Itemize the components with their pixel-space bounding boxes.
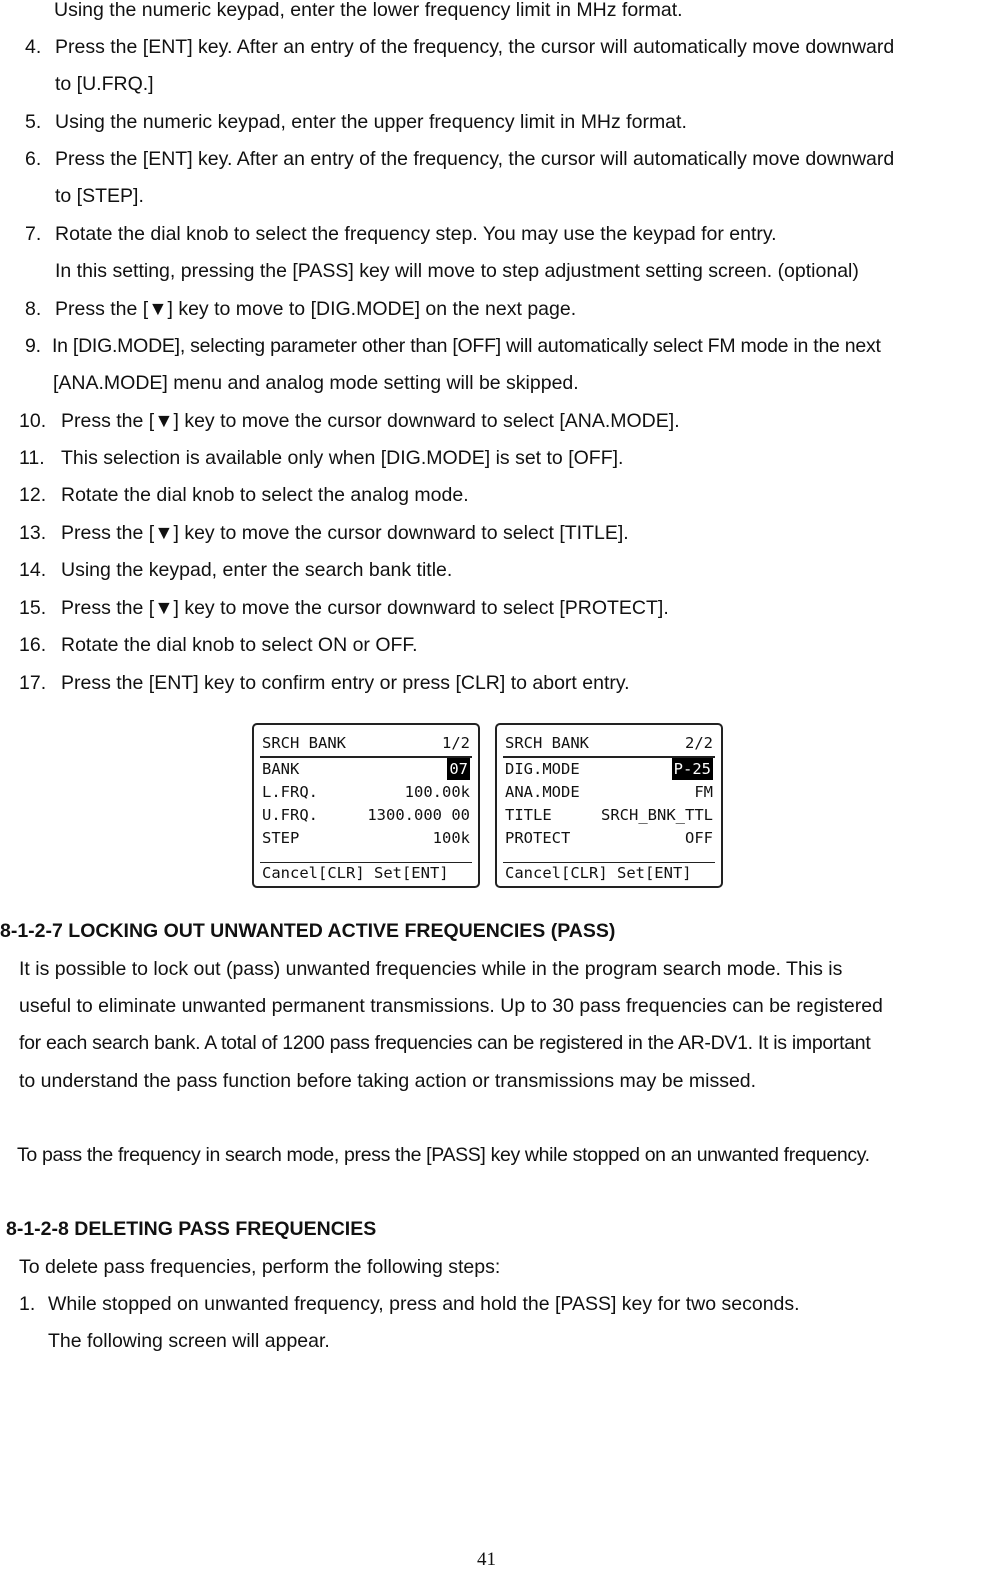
step-line: 5. Using the numeric keypad, enter the upper frequency limit in MHz format. bbox=[25, 111, 687, 133]
lcd-row: STEP 100k bbox=[262, 829, 470, 847]
lcd-row: U.FRQ. 1300.000 00 bbox=[262, 806, 470, 824]
section-heading-pass: 8-1-2-7 LOCKING OUT UNWANTED ACTIVE FREQUENCIES (PASS) bbox=[0, 920, 616, 942]
step-line: 12. Rotate the dial knob to select the analog mode. bbox=[19, 484, 469, 506]
lcd-row: TITLE SRCH_BNK_TTL bbox=[505, 806, 713, 824]
lcd-screen-page-1 bbox=[252, 723, 480, 888]
lcd-row: PROTECT OFF bbox=[505, 829, 713, 847]
step-line: to [STEP]. bbox=[55, 185, 144, 207]
lcd-selected-value: 07 bbox=[449, 760, 468, 778]
paragraph-line: To delete pass frequencies, perform the following steps: bbox=[19, 1256, 501, 1278]
lcd-footer: Cancel[CLR] Set[ENT] bbox=[505, 864, 692, 882]
lcd-title: SRCH BANK bbox=[505, 734, 589, 752]
lcd-footer: Cancel[CLR] Set[ENT] bbox=[262, 864, 449, 882]
step-line: In this setting, pressing the [PASS] key will move to step adjustment setting screen. (optional) bbox=[55, 260, 859, 282]
paragraph-line: for each search bank. A total of 1200 pass frequencies can be registered in the AR-DV1. It is important bbox=[19, 1032, 871, 1054]
lcd-screen-page-2 bbox=[495, 723, 723, 888]
step-line: 16. Rotate the dial knob to select ON or OFF. bbox=[19, 634, 418, 656]
step-line: 15. Press the [▼] key to move the cursor downward to select [PROTECT]. bbox=[19, 597, 669, 619]
step-line: [ANA.MODE] menu and analog mode setting will be skipped. bbox=[53, 372, 579, 394]
paragraph-line: It is possible to lock out (pass) unwanted frequencies while in the program search mode. This is bbox=[19, 958, 843, 980]
step-line: 7. Rotate the dial knob to select the frequency step. You may use the keypad for entry. bbox=[25, 223, 777, 245]
pass-note: To pass the frequency in search mode, press the [PASS] key while stopped on an unwanted frequency. bbox=[17, 1144, 870, 1166]
page-number: 41 bbox=[477, 1549, 496, 1570]
step-line: 8. Press the [▼] key to move to [DIG.MODE] on the next page. bbox=[25, 298, 577, 320]
step-line: Using the numeric keypad, enter the lower frequency limit in MHz format. bbox=[54, 0, 683, 21]
step-line: 10. Press the [▼] key to move the cursor downward to select [ANA.MODE]. bbox=[19, 410, 680, 432]
lcd-row: ANA.MODE FM bbox=[505, 783, 713, 801]
lcd-selected-value: P-25 bbox=[673, 760, 711, 778]
lcd-page-indicator: 2/2 bbox=[685, 734, 713, 752]
lcd-title-row bbox=[505, 732, 713, 754]
paragraph-line: to understand the pass function before taking action or transmissions may be missed. bbox=[19, 1070, 757, 1092]
step-line: to [U.FRQ.] bbox=[55, 73, 154, 95]
step-line: 17. Press the [ENT] key to confirm entry or press [CLR] to abort entry. bbox=[19, 672, 630, 694]
section-heading-delete: 8-1-2-8 DELETING PASS FREQUENCIES bbox=[6, 1218, 377, 1240]
lcd-page-indicator: 1/2 bbox=[442, 734, 470, 752]
paragraph-line: useful to eliminate unwanted permanent transmissions. Up to 30 pass frequencies can be registered bbox=[19, 995, 883, 1017]
lcd-title: SRCH BANK bbox=[262, 734, 346, 752]
step-line: 13. Press the [▼] key to move the cursor downward to select [TITLE]. bbox=[19, 522, 629, 544]
step-line: 14. Using the keypad, enter the search bank title. bbox=[19, 559, 453, 581]
step-line: 9. In [DIG.MODE], selecting parameter other than [OFF] will automatically select FM mode in the next bbox=[25, 335, 881, 357]
step-line: 1. While stopped on unwanted frequency, press and hold the [PASS] key for two seconds. bbox=[19, 1293, 800, 1315]
step-line: The following screen will appear. bbox=[48, 1330, 330, 1352]
step-line: 4. Press the [ENT] key. After an entry of the frequency, the cursor will automatically move downward bbox=[25, 36, 895, 58]
lcd-title-row bbox=[262, 732, 470, 754]
step-line: 11. This selection is available only when [DIG.MODE] is set to [OFF]. bbox=[19, 447, 624, 469]
lcd-row: DIG.MODE P-25 bbox=[505, 760, 711, 778]
lcd-row: BANK 07 bbox=[262, 760, 468, 778]
step-line: 6. Press the [ENT] key. After an entry of the frequency, the cursor will automatically move downward bbox=[25, 148, 895, 170]
lcd-row: L.FRQ. 100.00k bbox=[262, 783, 470, 801]
